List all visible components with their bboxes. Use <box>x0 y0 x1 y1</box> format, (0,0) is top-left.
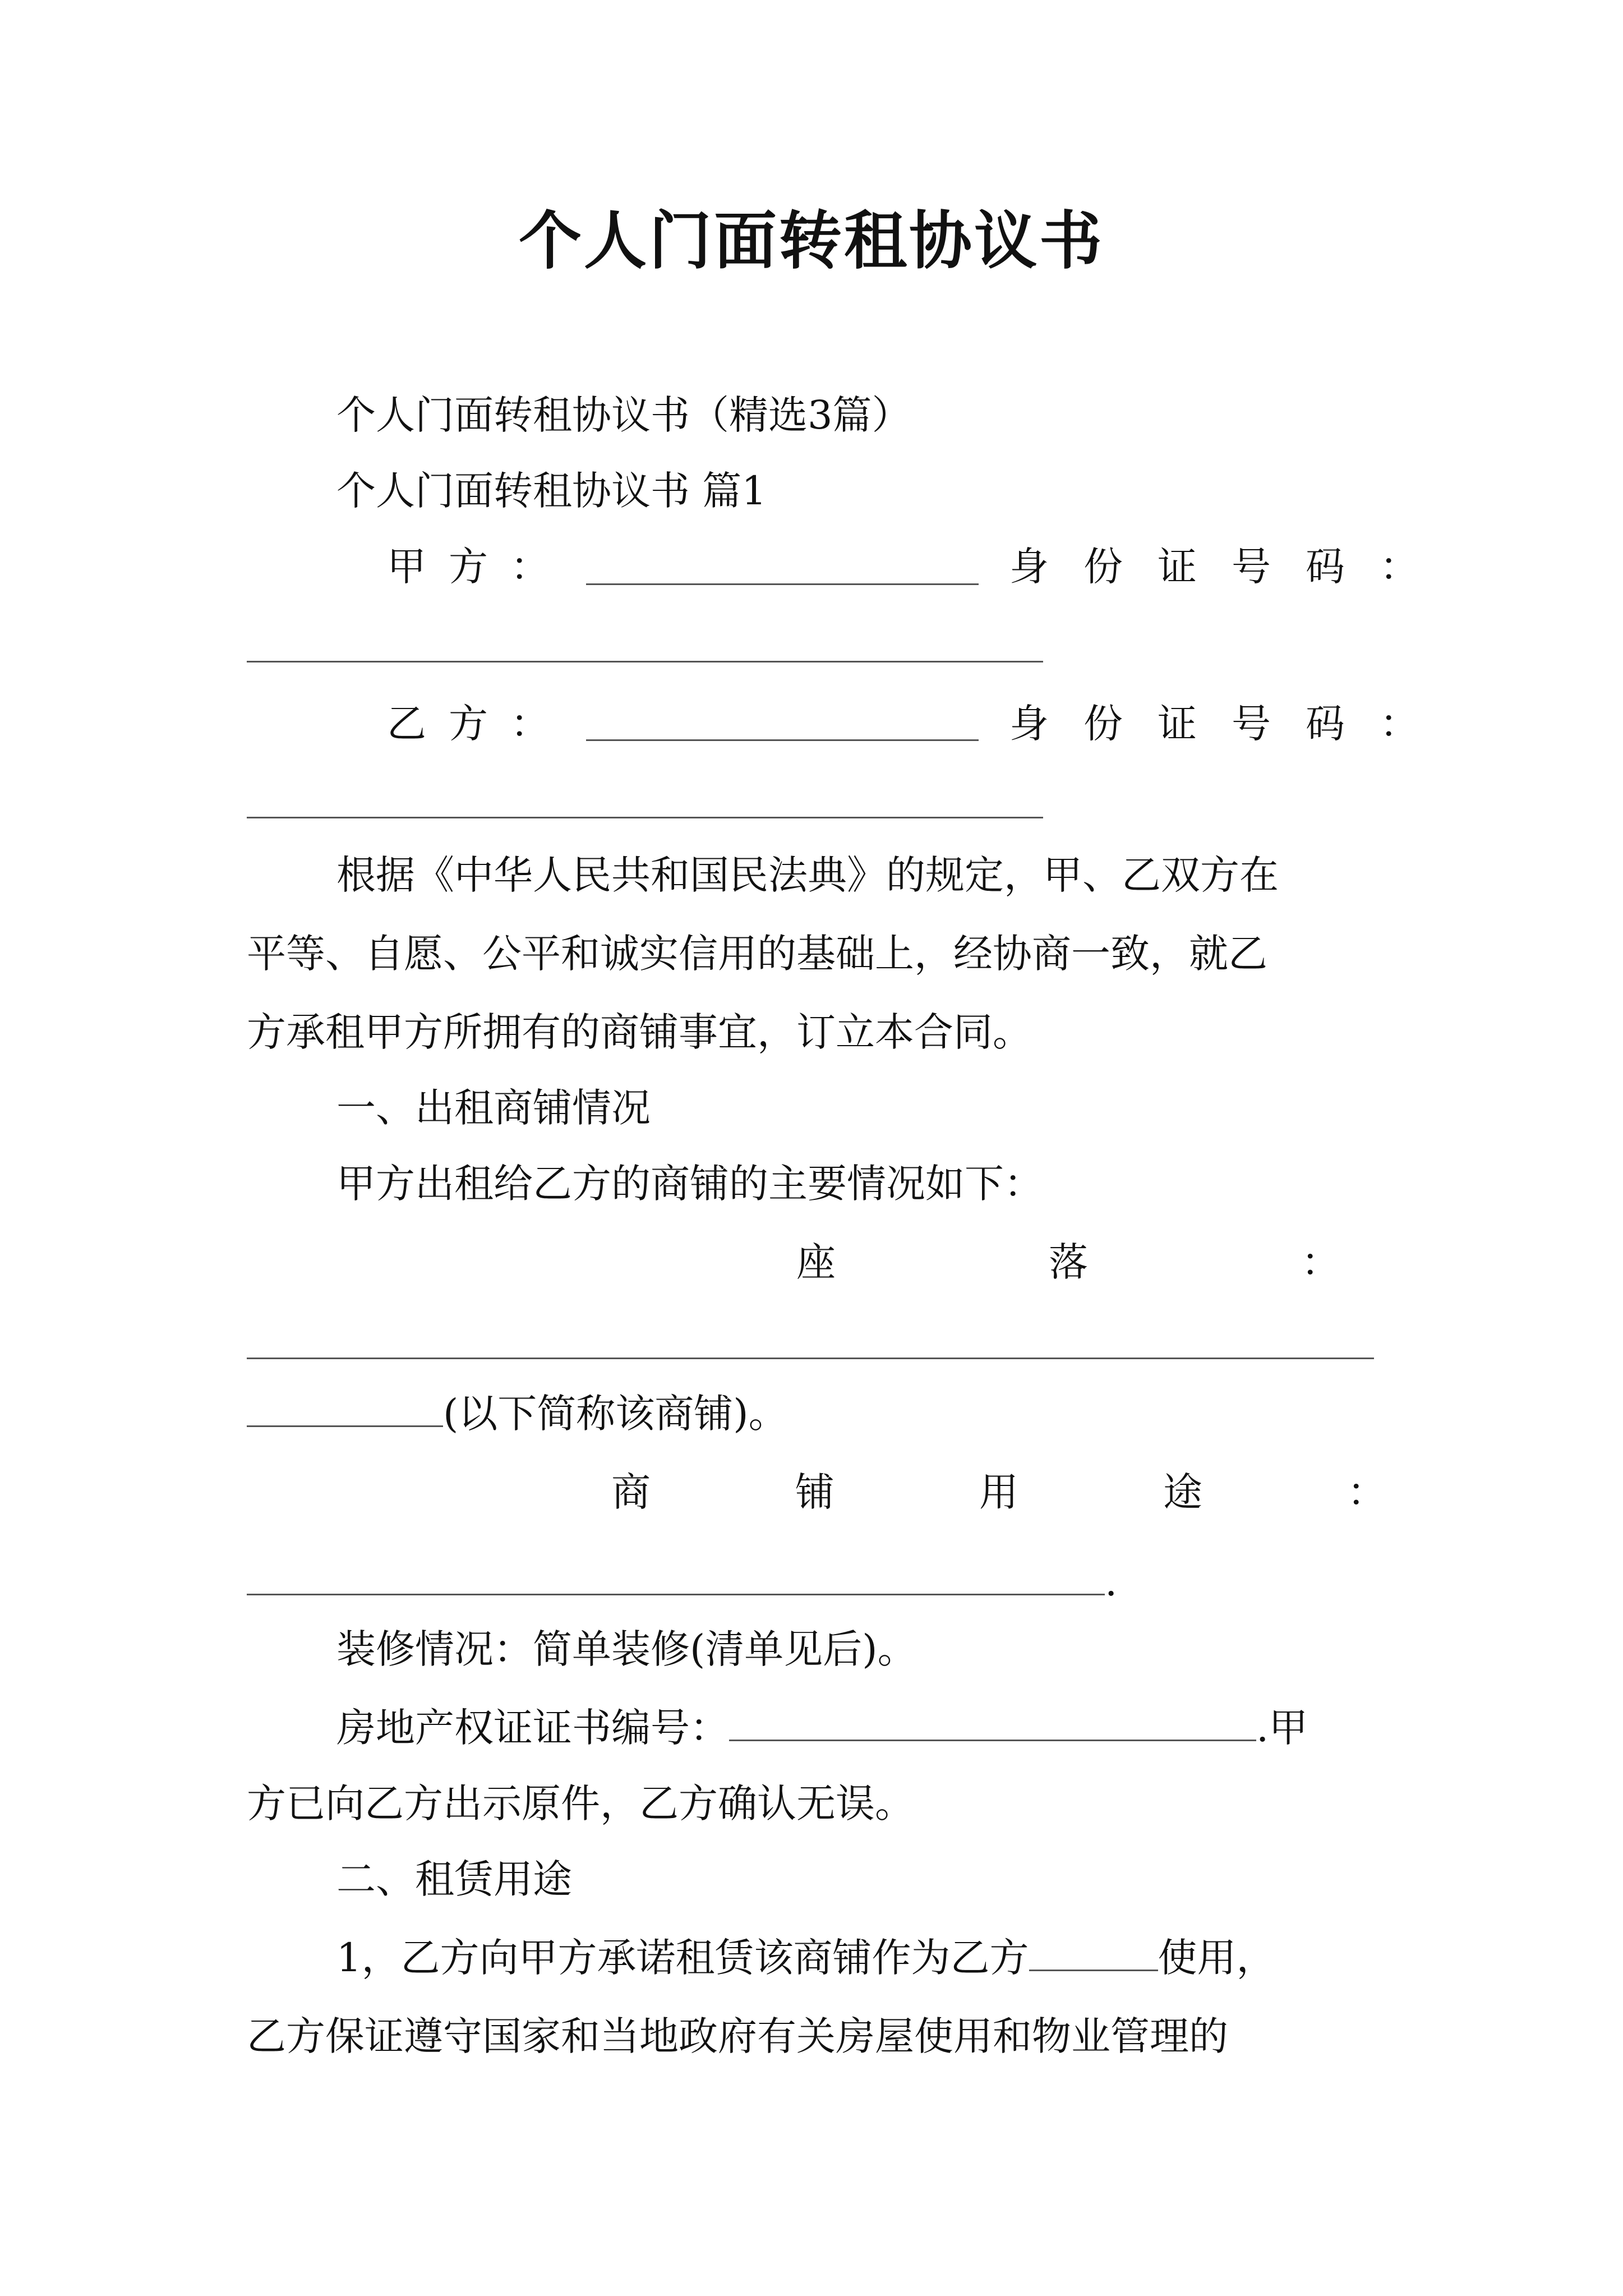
usage-blank <box>247 1558 1105 1595</box>
certificate-blank <box>729 1704 1256 1741</box>
clause-1-blank <box>1029 1934 1158 1971</box>
section-2-heading: 二、租赁用途 <box>336 1856 572 1902</box>
part-heading: 个人门面转租协议书 篇1 <box>336 468 767 514</box>
party-b-id-blank <box>247 817 1043 818</box>
location-blank-2 <box>247 1390 443 1427</box>
basis-line-1: 根据《中华人民共和国民法典》的规定，甲、乙双方在 <box>336 852 1279 898</box>
usage-label: 商铺用途： <box>611 1469 1531 1515</box>
certificate-line <box>336 1700 1391 1756</box>
certificate-label: 房地产权证证书编号： <box>336 1705 729 1751</box>
party-b-label: 乙方： <box>387 701 572 747</box>
basis-line-2: 平等、自愿、公平和诚实信用的基础上，经协商一致，就乙 <box>247 931 1267 977</box>
usage-line <box>247 1554 1391 1610</box>
party-b-id-label: 身份证号码： <box>1009 701 1454 747</box>
party-a-name-blank <box>586 583 979 585</box>
usage-end: . <box>1105 1559 1118 1605</box>
subtitle: 个人门面转租协议书（精选3篇） <box>336 392 911 438</box>
clause-1-part1: 1，乙方向甲方承诺租赁该商铺作为乙方 <box>336 1935 1029 1981</box>
party-a-id-label: 身份证号码： <box>1009 544 1454 590</box>
location-suffix: (以下简称该商铺)。 <box>443 1391 788 1437</box>
party-a-label: 甲方： <box>387 544 572 590</box>
party-a-id-blank <box>247 661 1043 662</box>
clause-1-line-1 <box>336 1930 1391 1986</box>
party-b-name-blank <box>586 739 979 741</box>
location-blank <box>247 1358 1374 1359</box>
clause-1-line-2: 乙方保证遵守国家和当地政府有关房屋使用和物业管理的 <box>247 2013 1228 2059</box>
location-label: 座落： <box>796 1239 1553 1285</box>
section-1-intro: 甲方出租给乙方的商铺的主要情况如下： <box>336 1161 1043 1207</box>
certificate-tail: .甲 <box>1256 1705 1308 1751</box>
document-title: 个人门面转租协议书 <box>519 204 1104 278</box>
certificate-line-2: 方已向乙方出示原件，乙方确认无误。 <box>247 1780 914 1826</box>
clause-1-part2: 使用， <box>1158 1935 1276 1981</box>
location-suffix-line <box>247 1386 1391 1442</box>
decoration-line: 装修情况：简单装修(清单见后)。 <box>336 1626 917 1672</box>
section-1-heading: 一、出租商铺情况 <box>336 1085 651 1131</box>
basis-line-3: 方承租甲方所拥有的商铺事宜，订立本合同。 <box>247 1009 1032 1055</box>
